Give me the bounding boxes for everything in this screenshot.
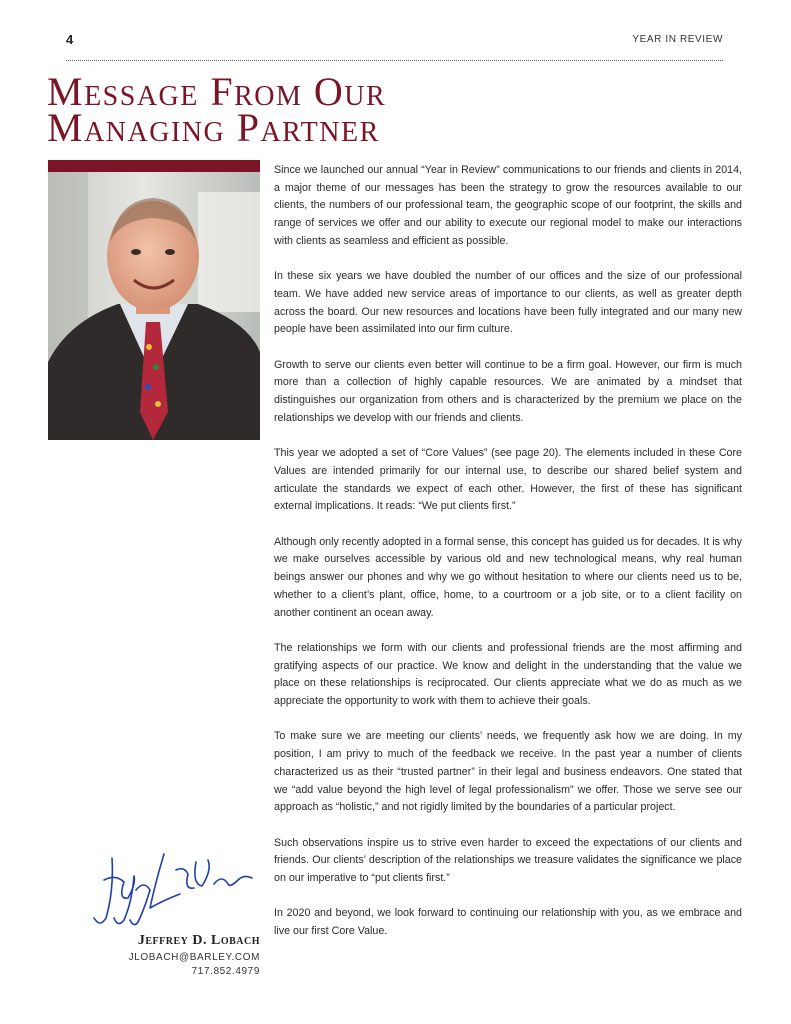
paragraph-8: Such observations inspire us to strive even harder to exceed the expectations of our clients and friends. Our clients’ description of the relationships we treasure validates the significance we place on our imperative to “put clients first.” [274, 836, 742, 885]
paragraph-7: To make sure we are meeting our clients’ needs, we frequently ask how we are doing. In my position, I am privy to much of the feedback we receive. In the past year a number of clients characterized us as their “trusted partner” in their legal and business endeavors. One stated that we “add value beyond the high level of legal professionalism” we offer. Those we serve see our approach as “holistic,” and not rigidly limited by the boundaries of a particular project. [274, 730, 742, 814]
partner-portrait-photo [48, 172, 260, 440]
paragraph-1: Since we launched our annual “Year in Review” communications to our friends and clients in 2014, a major theme of our messages has been the strategy to grow the resources available to our clients, the numbers of our professional team, the geographic scope of our footprint, the skills and range of services we offer and our ability to execute our regional model to make our interactions with clients as seamless and efficient as possible. [274, 164, 742, 247]
page-title [47, 69, 747, 150]
paragraph-3: Growth to serve our clients even better will continue to be a firm goal. However, our firm is much more than a collection of highly capable resources. We are animated by a mindset that distinguishes our organization from others and is characterized by the premium we place on the relationships we develop with our friends and clients. [274, 358, 742, 424]
paragraph-6: The relationships we form with our clients and professional friends are the most affirming and gratifying aspects of our practice. We know and delight in the understanding that the value we place on these relationships is reciprocated. Our clients appreciate what we do as much as we appreciate the opportunity to work with them to achieve their goals. [274, 641, 742, 708]
paragraph-4: This year we adopted a set of “Core Values” (see page 20). The elements included in these Core Values are intended primarily for our internal use, to describe our shared belief system and articulate the standards we expect of each other. However, the first of these has significant external implications. It reads: “We put clients first.” [274, 447, 742, 513]
page-number: 4 [66, 32, 74, 47]
paragraph-9: In 2020 and beyond, we look forward to continuing our relationship with you, as we embrace and live our first Core Value. [274, 907, 742, 938]
page-title-line-2: Managing Partner [47, 105, 380, 150]
section-label: YEAR IN REVIEW [632, 34, 723, 45]
signer-email: JLOBACH@BARLEY.COM [128, 952, 260, 963]
header-divider [66, 60, 723, 61]
message-body [274, 162, 742, 959]
title-accent-bar [48, 160, 260, 172]
paragraph-5: Although only recently adopted in a formal sense, this concept has guided us for decades. It is why we make ourselves accessible by various old and new technological means, why real human beings answer our phones and why we go without hesitation to where our clients need us to be, whether to a client’s plant, office, home, to a courtroom or a job site, or to a client facility on another continent an ocean away. [274, 535, 742, 619]
handwritten-signature [84, 840, 260, 930]
signer-phone: 717.852.4979 [191, 966, 260, 977]
signer-name: Jeffrey D. Lobach [137, 933, 260, 948]
page-title-line-1: Message From Our [47, 69, 387, 114]
paragraph-2: In these six years we have doubled the number of our offices and the size of our professional team. We have added new service areas of importance to our clients, as well as greater depth across the board. Our new resources and locations have been fully integrated and our many new people have been assimilated into our firm culture. [274, 270, 742, 336]
